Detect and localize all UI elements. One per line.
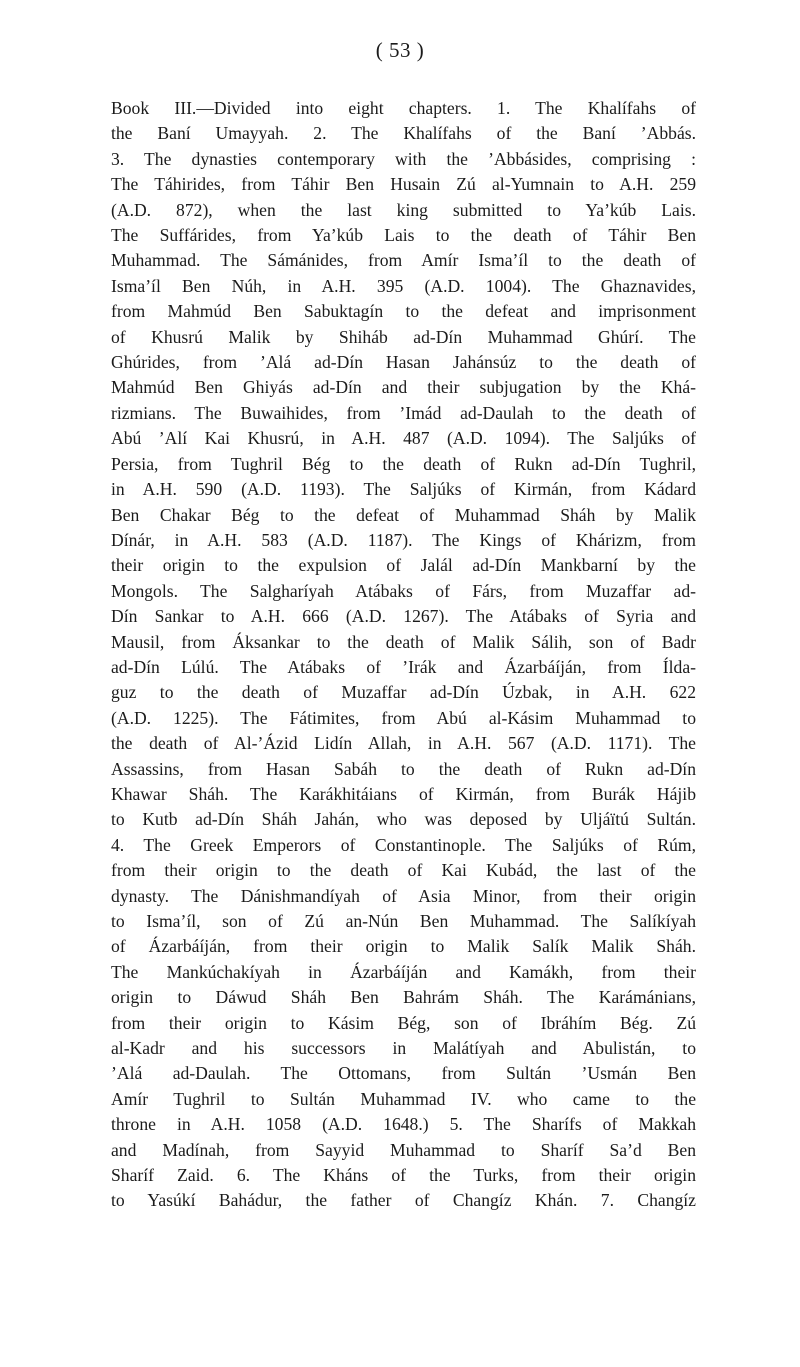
text-line: to Yasúkí Bahádur, the father of Changíz Khán. 7. Changíz	[111, 1190, 696, 1211]
text-line: Ben Chakar Bég to the defeat of Muhammad Sháh by Malik	[111, 504, 696, 525]
text-line: ’Alá ad-Daulah. The Ottomans, from Sultán ’Usmán Ben	[111, 1063, 696, 1084]
text-line: to Isma’íl, son of Zú an-Nún Ben Muhammad. The Salíkíyah	[111, 911, 696, 931]
text-line: Dín Sankar to A.H. 666 (A.D. 1267). The Atábaks of Syria and	[111, 606, 696, 627]
text-line: dynasty. The Dánishmandíyah of Asia Minor, from their origin	[111, 885, 696, 906]
page-number: ( 53 )	[375, 38, 425, 62]
text-line: Sharíf Zaid. 6. The Kháns of the Turks, from their origin	[111, 1165, 696, 1186]
text-line: (A.D. 872), when the last king submitted to Ya’kúb Lais.	[111, 199, 696, 220]
text-line: Mongols. The Salgharíyah Atábaks of Fárs, from Muzaffar ad-	[111, 580, 696, 601]
text-line: rizmians. The Buwaihides, from ’Imád ad-Daulah to the death of	[111, 402, 696, 423]
text-line: Mausil, from Áksankar to the death of Malik Sálih, son of Badr	[111, 631, 696, 652]
text-line: origin to Dáwud Sháh Ben Bahrám Sháh. The Karámánians,	[111, 987, 696, 1008]
text-line: Mahmúd Ben Ghiyás ad-Dín and their subjugation by the Khá-	[111, 377, 696, 398]
text-line: and Madínah, from Sayyid Muhammad to Sharíf Sa’d Ben	[111, 1139, 696, 1160]
text-line: throne in A.H. 1058 (A.D. 1648.) 5. The Sharífs of Makkah	[111, 1114, 696, 1135]
text-line: Assassins, from Hasan Sabáh to the death of Rukn ad-Dín	[111, 758, 696, 779]
text-line: Dínár, in A.H. 583 (A.D. 1187). The Kings of Khárizm, from	[111, 529, 696, 550]
text-line: (A.D. 1225). The Fátimites, from Abú al-Kásim Muhammad to	[111, 707, 696, 728]
text-line: The Táhirides, from Táhir Ben Husain Zú al-Yumnain to A.H. 259	[111, 174, 696, 195]
text-line: ad-Dín Lúlú. The Atábaks of ’Irák and Ázarbáíján, from Ílda-	[111, 656, 696, 677]
text-line: from Mahmúd Ben Sabuktagín to the defeat and imprisonment	[111, 301, 696, 322]
text-line: the death of Al-’Ázid Lidín Allah, in A.H. 567 (A.D. 1171). The	[111, 733, 696, 754]
text-line: 4. The Greek Emperors of Constantinople. The Saljúks of Rúm,	[111, 834, 696, 855]
text-line: Khawar Sháh. The Karákhitáians of Kirmán, from Burák Hájib	[111, 783, 696, 804]
text-line: from their origin to the death of Kai Kubád, the last of the	[111, 860, 696, 881]
text-line: guz to the death of Muzaffar ad-Dín Úzbak, in A.H. 622	[111, 682, 696, 703]
text-line: Persia, from Tughril Bég to the death of Rukn ad-Dín Tughril,	[111, 453, 696, 474]
text-line: to Kutb ad-Dín Sháh Jahán, who was deposed by Uljáïtú Sultán.	[111, 809, 696, 830]
text-line: The Mankúchakíyah in Ázarbáíján and Kamákh, from their	[111, 961, 696, 982]
text-line: Isma’íl Ben Núh, in A.H. 395 (A.D. 1004). The Ghaznavides,	[111, 275, 696, 296]
text-line: in A.H. 590 (A.D. 1193). The Saljúks of Kirmán, from Kádard	[111, 479, 696, 500]
text-line: Book III.—Divided into eight chapters. 1. The Khalífahs of	[111, 98, 696, 118]
text-line: the Baní Umayyah. 2. The Khalífahs of the Baní ’Abbás.	[111, 123, 696, 144]
text-line: al-Kadr and his successors in Malátíyah and Abulistán, to	[111, 1038, 696, 1059]
text-line: Ghúrides, from ’Alá ad-Dín Hasan Jahánsúz to the death of	[111, 352, 696, 373]
text-line: Abú ’Alí Kai Khusrú, in A.H. 487 (A.D. 1094). The Saljúks of	[111, 428, 696, 449]
text-line: their origin to the expulsion of Jalál ad-Dín Mankbarní by the	[111, 555, 696, 576]
text-line: Muhammad. The Sámánides, from Amír Isma’íl to the death of	[111, 250, 696, 271]
text-line: Amír Tughril to Sultán Muhammad IV. who came to the	[111, 1088, 696, 1109]
text-line: 3. The dynasties contemporary with the ’Abbásides, comprising :	[111, 148, 696, 169]
text-line: of Ázarbáíján, from their origin to Malik Salík Malik Sháh.	[111, 936, 696, 957]
text-line: The Suffárides, from Ya’kúb Lais to the death of Táhir Ben	[111, 225, 696, 246]
text-line: of Khusrú Malik by Shiháb ad-Dín Muhammad Ghúrí. The	[111, 326, 696, 347]
text-line: from their origin to Kásim Bég, son of Ibráhím Bég. Zú	[111, 1012, 696, 1033]
body-text	[111, 96, 696, 1214]
